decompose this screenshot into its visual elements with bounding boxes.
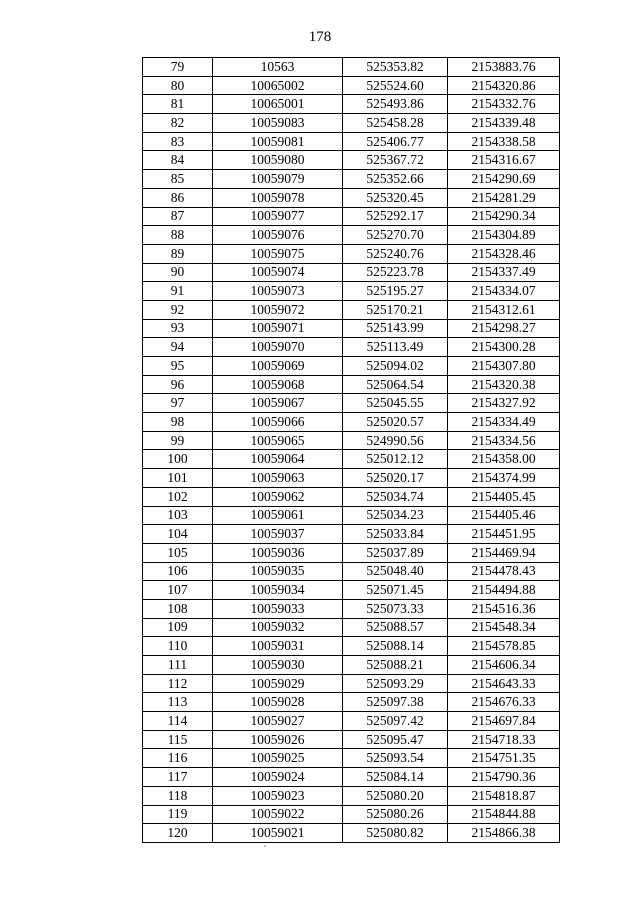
x-coordinate-cell: 525094.02 <box>343 357 448 376</box>
table-row <box>143 656 560 675</box>
x-coordinate-cell: 525240.76 <box>343 244 448 263</box>
row-number-cell: 105 <box>143 543 213 562</box>
y-coordinate-cell: 2154643.33 <box>448 674 560 693</box>
row-number-cell: 111 <box>143 656 213 675</box>
table-row <box>143 338 560 357</box>
point-id-cell: 10059024 <box>213 768 343 787</box>
x-coordinate-cell: 525458.28 <box>343 114 448 133</box>
point-id-cell: 10059079 <box>213 170 343 189</box>
page-number: 178 <box>308 29 332 45</box>
x-coordinate-cell: 525088.21 <box>343 656 448 675</box>
point-id-cell: 10563 <box>213 58 343 77</box>
row-number-cell: 79 <box>143 58 213 77</box>
row-number-cell: 117 <box>143 768 213 787</box>
point-id-cell: 10059026 <box>213 730 343 749</box>
y-coordinate-cell: 2154332.76 <box>448 95 560 114</box>
point-id-cell: 10059035 <box>213 562 343 581</box>
y-coordinate-cell: 2154334.49 <box>448 413 560 432</box>
x-coordinate-cell: 525097.42 <box>343 712 448 731</box>
y-coordinate-cell: 2154300.28 <box>448 338 560 357</box>
row-number-cell: 100 <box>143 450 213 469</box>
point-id-cell: 10059081 <box>213 132 343 151</box>
x-coordinate-cell: 525080.26 <box>343 805 448 824</box>
point-id-cell: 10065002 <box>213 76 343 95</box>
y-coordinate-cell: 2154866.38 <box>448 824 560 843</box>
table-row <box>143 525 560 544</box>
row-number-cell: 81 <box>143 95 213 114</box>
y-coordinate-cell: 2154334.07 <box>448 282 560 301</box>
table-row <box>143 730 560 749</box>
table-row <box>143 824 560 843</box>
y-coordinate-cell: 2154328.46 <box>448 244 560 263</box>
table-row <box>143 618 560 637</box>
table-row <box>143 282 560 301</box>
row-number-cell: 82 <box>143 114 213 133</box>
x-coordinate-cell: 525097.38 <box>343 693 448 712</box>
point-id-cell: 10059021 <box>213 824 343 843</box>
y-coordinate-cell: 2154790.36 <box>448 768 560 787</box>
point-id-cell: 10059027 <box>213 712 343 731</box>
x-coordinate-cell: 525034.23 <box>343 506 448 525</box>
row-number-cell: 120 <box>143 824 213 843</box>
y-coordinate-cell: 2154451.95 <box>448 525 560 544</box>
y-coordinate-cell: 2154327.92 <box>448 394 560 413</box>
y-coordinate-cell: 2154337.49 <box>448 263 560 282</box>
point-id-cell: 10059022 <box>213 805 343 824</box>
row-number-cell: 83 <box>143 132 213 151</box>
table-row <box>143 300 560 319</box>
table-row <box>143 357 560 376</box>
x-coordinate-cell: 525095.47 <box>343 730 448 749</box>
point-id-cell: 10059034 <box>213 581 343 600</box>
x-coordinate-cell: 525113.49 <box>343 338 448 357</box>
table-row <box>143 188 560 207</box>
point-id-cell: 10059083 <box>213 114 343 133</box>
row-number-cell: 110 <box>143 637 213 656</box>
table-row <box>143 151 560 170</box>
y-coordinate-cell: 2154697.84 <box>448 712 560 731</box>
row-number-cell: 98 <box>143 413 213 432</box>
y-coordinate-cell: 2154676.33 <box>448 693 560 712</box>
row-number-cell: 103 <box>143 506 213 525</box>
y-coordinate-cell: 2154304.89 <box>448 226 560 245</box>
table-row <box>143 450 560 469</box>
point-id-cell: 10059066 <box>213 413 343 432</box>
x-coordinate-cell: 525048.40 <box>343 562 448 581</box>
table-row <box>143 207 560 226</box>
x-coordinate-cell: 525084.14 <box>343 768 448 787</box>
row-number-cell: 90 <box>143 263 213 282</box>
row-number-cell: 84 <box>143 151 213 170</box>
table-row <box>143 506 560 525</box>
table-row <box>143 543 560 562</box>
y-coordinate-cell: 2154494.88 <box>448 581 560 600</box>
row-number-cell: 85 <box>143 170 213 189</box>
coordinates-table <box>142 57 560 843</box>
point-id-cell: 10059071 <box>213 319 343 338</box>
table-row <box>143 431 560 450</box>
x-coordinate-cell: 525012.12 <box>343 450 448 469</box>
point-id-cell: 10059036 <box>213 543 343 562</box>
x-coordinate-cell: 525034.74 <box>343 487 448 506</box>
x-coordinate-cell: 525353.82 <box>343 58 448 77</box>
point-id-cell: 10059029 <box>213 674 343 693</box>
coordinates-table-container <box>142 57 560 843</box>
x-coordinate-cell: 525088.57 <box>343 618 448 637</box>
table-row <box>143 263 560 282</box>
table-row <box>143 132 560 151</box>
x-coordinate-cell: 525270.70 <box>343 226 448 245</box>
y-coordinate-cell: 2154469.94 <box>448 543 560 562</box>
point-id-cell: 10059070 <box>213 338 343 357</box>
row-number-cell: 93 <box>143 319 213 338</box>
table-row <box>143 95 560 114</box>
y-coordinate-cell: 2154606.34 <box>448 656 560 675</box>
y-coordinate-cell: 2154516.36 <box>448 599 560 618</box>
y-coordinate-cell: 2154718.33 <box>448 730 560 749</box>
row-number-cell: 115 <box>143 730 213 749</box>
row-number-cell: 95 <box>143 357 213 376</box>
table-row <box>143 170 560 189</box>
x-coordinate-cell: 525223.78 <box>343 263 448 282</box>
table-row <box>143 487 560 506</box>
row-number-cell: 114 <box>143 712 213 731</box>
y-coordinate-cell: 2154338.58 <box>448 132 560 151</box>
x-coordinate-cell: 525292.17 <box>343 207 448 226</box>
row-number-cell: 97 <box>143 394 213 413</box>
point-id-cell: 10059031 <box>213 637 343 656</box>
table-row <box>143 226 560 245</box>
x-coordinate-cell: 525406.77 <box>343 132 448 151</box>
scan-speck <box>264 845 266 847</box>
row-number-cell: 86 <box>143 188 213 207</box>
row-number-cell: 119 <box>143 805 213 824</box>
y-coordinate-cell: 2154548.34 <box>448 618 560 637</box>
row-number-cell: 107 <box>143 581 213 600</box>
point-id-cell: 10059037 <box>213 525 343 544</box>
x-coordinate-cell: 525020.57 <box>343 413 448 432</box>
y-coordinate-cell: 2153883.76 <box>448 58 560 77</box>
y-coordinate-cell: 2154290.34 <box>448 207 560 226</box>
table-row <box>143 375 560 394</box>
table-row <box>143 244 560 263</box>
table-row <box>143 768 560 787</box>
y-coordinate-cell: 2154320.38 <box>448 375 560 394</box>
x-coordinate-cell: 525080.82 <box>343 824 448 843</box>
table-row <box>143 674 560 693</box>
table-row <box>143 562 560 581</box>
y-coordinate-cell: 2154578.85 <box>448 637 560 656</box>
x-coordinate-cell: 525033.84 <box>343 525 448 544</box>
x-coordinate-cell: 525093.54 <box>343 749 448 768</box>
table-row <box>143 693 560 712</box>
point-id-cell: 10059073 <box>213 282 343 301</box>
row-number-cell: 109 <box>143 618 213 637</box>
row-number-cell: 99 <box>143 431 213 450</box>
y-coordinate-cell: 2154405.45 <box>448 487 560 506</box>
table-row <box>143 786 560 805</box>
y-coordinate-cell: 2154298.27 <box>448 319 560 338</box>
y-coordinate-cell: 2154334.56 <box>448 431 560 450</box>
row-number-cell: 116 <box>143 749 213 768</box>
x-coordinate-cell: 525367.72 <box>343 151 448 170</box>
table-row <box>143 581 560 600</box>
y-coordinate-cell: 2154818.87 <box>448 786 560 805</box>
row-number-cell: 94 <box>143 338 213 357</box>
row-number-cell: 89 <box>143 244 213 263</box>
row-number-cell: 87 <box>143 207 213 226</box>
x-coordinate-cell: 525064.54 <box>343 375 448 394</box>
row-number-cell: 102 <box>143 487 213 506</box>
point-id-cell: 10059064 <box>213 450 343 469</box>
x-coordinate-cell: 525045.55 <box>343 394 448 413</box>
row-number-cell: 96 <box>143 375 213 394</box>
y-coordinate-cell: 2154290.69 <box>448 170 560 189</box>
point-id-cell: 10059063 <box>213 469 343 488</box>
x-coordinate-cell: 525020.17 <box>343 469 448 488</box>
table-row <box>143 637 560 656</box>
x-coordinate-cell: 525320.45 <box>343 188 448 207</box>
table-row <box>143 76 560 95</box>
table-row <box>143 599 560 618</box>
y-coordinate-cell: 2154312.61 <box>448 300 560 319</box>
x-coordinate-cell: 525143.99 <box>343 319 448 338</box>
row-number-cell: 113 <box>143 693 213 712</box>
point-id-cell: 10059033 <box>213 599 343 618</box>
point-id-cell: 10065001 <box>213 95 343 114</box>
x-coordinate-cell: 524990.56 <box>343 431 448 450</box>
y-coordinate-cell: 2154751.35 <box>448 749 560 768</box>
y-coordinate-cell: 2154339.48 <box>448 114 560 133</box>
row-number-cell: 112 <box>143 674 213 693</box>
row-number-cell: 91 <box>143 282 213 301</box>
row-number-cell: 92 <box>143 300 213 319</box>
x-coordinate-cell: 525493.86 <box>343 95 448 114</box>
table-row <box>143 712 560 731</box>
y-coordinate-cell: 2154358.00 <box>448 450 560 469</box>
table-row <box>143 394 560 413</box>
point-id-cell: 10059074 <box>213 263 343 282</box>
point-id-cell: 10059069 <box>213 357 343 376</box>
table-row <box>143 114 560 133</box>
y-coordinate-cell: 2154374.99 <box>448 469 560 488</box>
table-row <box>143 58 560 77</box>
row-number-cell: 118 <box>143 786 213 805</box>
point-id-cell: 10059023 <box>213 786 343 805</box>
point-id-cell: 10059072 <box>213 300 343 319</box>
point-id-cell: 10059076 <box>213 226 343 245</box>
point-id-cell: 10059075 <box>213 244 343 263</box>
point-id-cell: 10059080 <box>213 151 343 170</box>
table-row <box>143 749 560 768</box>
y-coordinate-cell: 2154281.29 <box>448 188 560 207</box>
x-coordinate-cell: 525088.14 <box>343 637 448 656</box>
point-id-cell: 10059028 <box>213 693 343 712</box>
y-coordinate-cell: 2154320.86 <box>448 76 560 95</box>
row-number-cell: 106 <box>143 562 213 581</box>
x-coordinate-cell: 525352.66 <box>343 170 448 189</box>
y-coordinate-cell: 2154478.43 <box>448 562 560 581</box>
point-id-cell: 10059025 <box>213 749 343 768</box>
y-coordinate-cell: 2154307.80 <box>448 357 560 376</box>
y-coordinate-cell: 2154844.88 <box>448 805 560 824</box>
point-id-cell: 10059030 <box>213 656 343 675</box>
coordinates-table-body <box>143 58 560 843</box>
x-coordinate-cell: 525093.29 <box>343 674 448 693</box>
table-row <box>143 469 560 488</box>
y-coordinate-cell: 2154316.67 <box>448 151 560 170</box>
row-number-cell: 104 <box>143 525 213 544</box>
point-id-cell: 10059065 <box>213 431 343 450</box>
table-row <box>143 805 560 824</box>
point-id-cell: 10059062 <box>213 487 343 506</box>
x-coordinate-cell: 525080.20 <box>343 786 448 805</box>
row-number-cell: 108 <box>143 599 213 618</box>
x-coordinate-cell: 525037.89 <box>343 543 448 562</box>
y-coordinate-cell: 2154405.46 <box>448 506 560 525</box>
row-number-cell: 101 <box>143 469 213 488</box>
row-number-cell: 80 <box>143 76 213 95</box>
point-id-cell: 10059077 <box>213 207 343 226</box>
point-id-cell: 10059078 <box>213 188 343 207</box>
table-row <box>143 319 560 338</box>
point-id-cell: 10059067 <box>213 394 343 413</box>
x-coordinate-cell: 525073.33 <box>343 599 448 618</box>
x-coordinate-cell: 525524.60 <box>343 76 448 95</box>
point-id-cell: 10059032 <box>213 618 343 637</box>
x-coordinate-cell: 525170.21 <box>343 300 448 319</box>
x-coordinate-cell: 525071.45 <box>343 581 448 600</box>
point-id-cell: 10059061 <box>213 506 343 525</box>
x-coordinate-cell: 525195.27 <box>343 282 448 301</box>
row-number-cell: 88 <box>143 226 213 245</box>
point-id-cell: 10059068 <box>213 375 343 394</box>
table-row <box>143 413 560 432</box>
